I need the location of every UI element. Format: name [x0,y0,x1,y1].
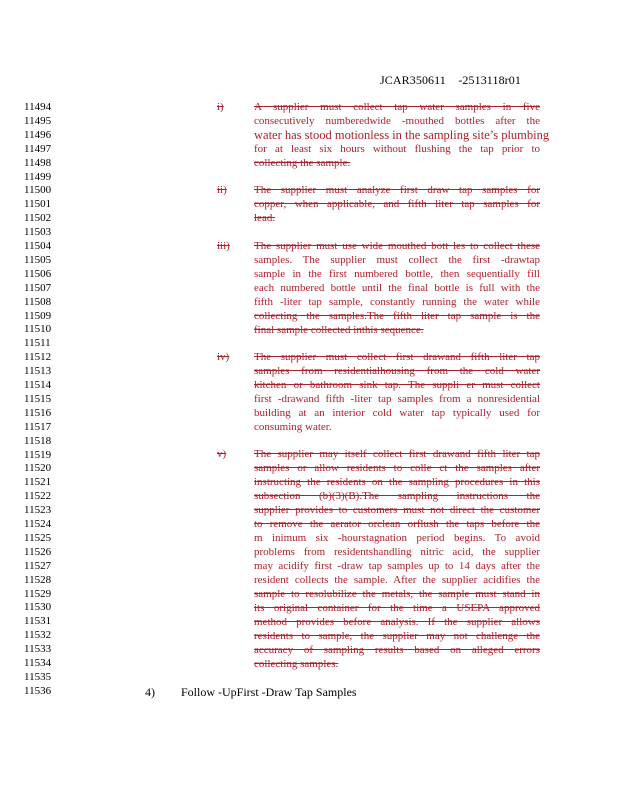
line-number: 11509 [24,309,52,322]
line-number: 11519 [24,448,52,461]
text-line: supplier provides to customers must not direct the customer [254,504,540,516]
text-line: samples. The supplier must collect the first -drawtap [254,254,540,266]
line-number: 11516 [24,406,52,419]
item-marker: iv) [217,351,230,363]
text-line: m inimum six -hourstagnation period begins. To avoid [254,532,540,544]
text-line: may acidify first -draw tap samples up to 14 days after the [254,560,540,572]
line-number: 11527 [24,559,52,572]
line-number: 11501 [24,198,52,211]
line-number: 11534 [24,657,52,669]
line-number: 11495 [24,114,52,127]
line-number: 11515 [24,392,52,405]
line-number: 11522 [24,490,52,503]
text-line: method provides before analysis. If the supplier allows [254,616,540,628]
line-number: 11502 [24,212,52,225]
line-number: 11523 [24,504,52,517]
section-heading: Follow -UpFirst -Draw Tap Samples [181,685,357,699]
text-line: water has stood motionless in the sampling site’s plumbing [254,128,550,142]
text-line: collecting samples. [254,658,339,670]
text-line: residents to sample, the supplier may not challenge the [254,630,540,642]
text-line: The supplier must collect first drawand fifth liter tap [254,351,540,363]
text-line: lead. [254,212,276,224]
text-line: for at least six hours without flushing the tap prior to [254,143,540,155]
document-code: JCAR350611 [380,73,446,87]
line-number: 11496 [24,128,52,141]
text-line: problems from residentshandling nitric acid, the supplier [254,546,540,558]
line-number: 11524 [24,518,52,530]
text-line: The supplier must analyze first draw tap samples for [254,184,540,196]
line-number: 11500 [24,184,52,197]
text-line: samples from residentialhousing from the cold water [254,365,540,377]
line-number: 11535 [24,670,52,683]
text-line: collecting the sample. [254,157,351,169]
text-line: instructing the residents on the sampling procedures in this [254,476,540,488]
line-number: 11513 [24,365,52,378]
text-line: building at an interior cold water tap typically used for [254,407,540,419]
line-number: 11508 [24,295,52,308]
text-line: collecting the samples.The fifth liter tap sample is the [254,310,540,322]
line-number: 11506 [24,267,52,280]
text-line: fifth -liter tap sample, constantly running the water while [254,296,540,308]
text-line: samples or allow residents to colle ct the samples after [254,462,540,474]
text-line: each numbered bottle until the final bottle is full with the [254,282,540,294]
text-line: sample to resolubilize the metals, the sample must stand in [254,588,540,600]
document-header [380,73,521,88]
line-number: 11521 [24,476,52,489]
line-number: 11497 [24,142,52,155]
text-line: consuming water. [254,421,332,433]
section-number: 4) [145,685,155,699]
text-line: resident collects the sample. After the supplier acidifies the [254,574,540,586]
item-marker: ii) [217,184,227,196]
line-number: 11504 [24,240,52,252]
line-number: 11498 [24,156,52,169]
text-line: first -drawand fifth -liter tap samples from a nonresidential [254,393,540,405]
line-number: 11494 [24,101,52,113]
line-number: 11536 [24,684,52,697]
document-ref: -2513118r01 [458,73,521,87]
text-line: its original container for the time a USEPA approved [254,602,540,614]
line-number: 11531 [24,615,52,628]
line-number: 11511 [24,337,51,350]
line-number: 11514 [24,379,52,391]
text-line: subsection (b)(3)(B).The sampling instructions the [254,490,540,502]
text-line: consecutively numberedwide -mouthed bottles after the [254,115,540,127]
line-number: 11533 [24,643,52,656]
text-line: The supplier must use wide mouthed bott les to collect these [254,240,540,252]
text-line: accuracy of sampling results based on alleged errors [254,644,540,656]
text-line: final sample collected inthis sequence. [254,324,424,336]
line-number: 11512 [24,351,52,364]
text-line: to remove the aerator orclean orflush the taps before the [254,518,540,530]
text-line: The supplier may itself collect first drawand fifth liter tap [254,448,540,460]
line-number: 11530 [24,601,52,614]
line-number: 11528 [24,573,52,586]
text-line: A supplier must collect tap water samples in five [254,101,540,113]
item-marker: iii) [217,240,230,252]
line-number: 11505 [24,253,52,266]
line-number: 11507 [24,281,52,294]
line-number: 11510 [24,323,52,336]
line-number: 11520 [24,462,52,475]
line-number: 11526 [24,545,52,558]
line-number: 11517 [24,420,52,433]
line-number: 11529 [24,587,52,600]
line-number: 11518 [24,434,52,447]
line-number: 11503 [24,226,52,239]
item-marker: v) [217,448,227,460]
item-marker: i) [217,101,224,113]
text-line: copper, when applicable, and fifth liter tap samples for [254,198,540,210]
line-number: 11525 [24,531,52,544]
text-line: kitchen or bathroom sink tap. The suppli er must collect [254,379,540,391]
text-line: sample in the first numbered bottle, then sequentially fill [254,268,540,280]
line-number: 11532 [24,629,52,642]
line-number: 11499 [24,170,52,183]
